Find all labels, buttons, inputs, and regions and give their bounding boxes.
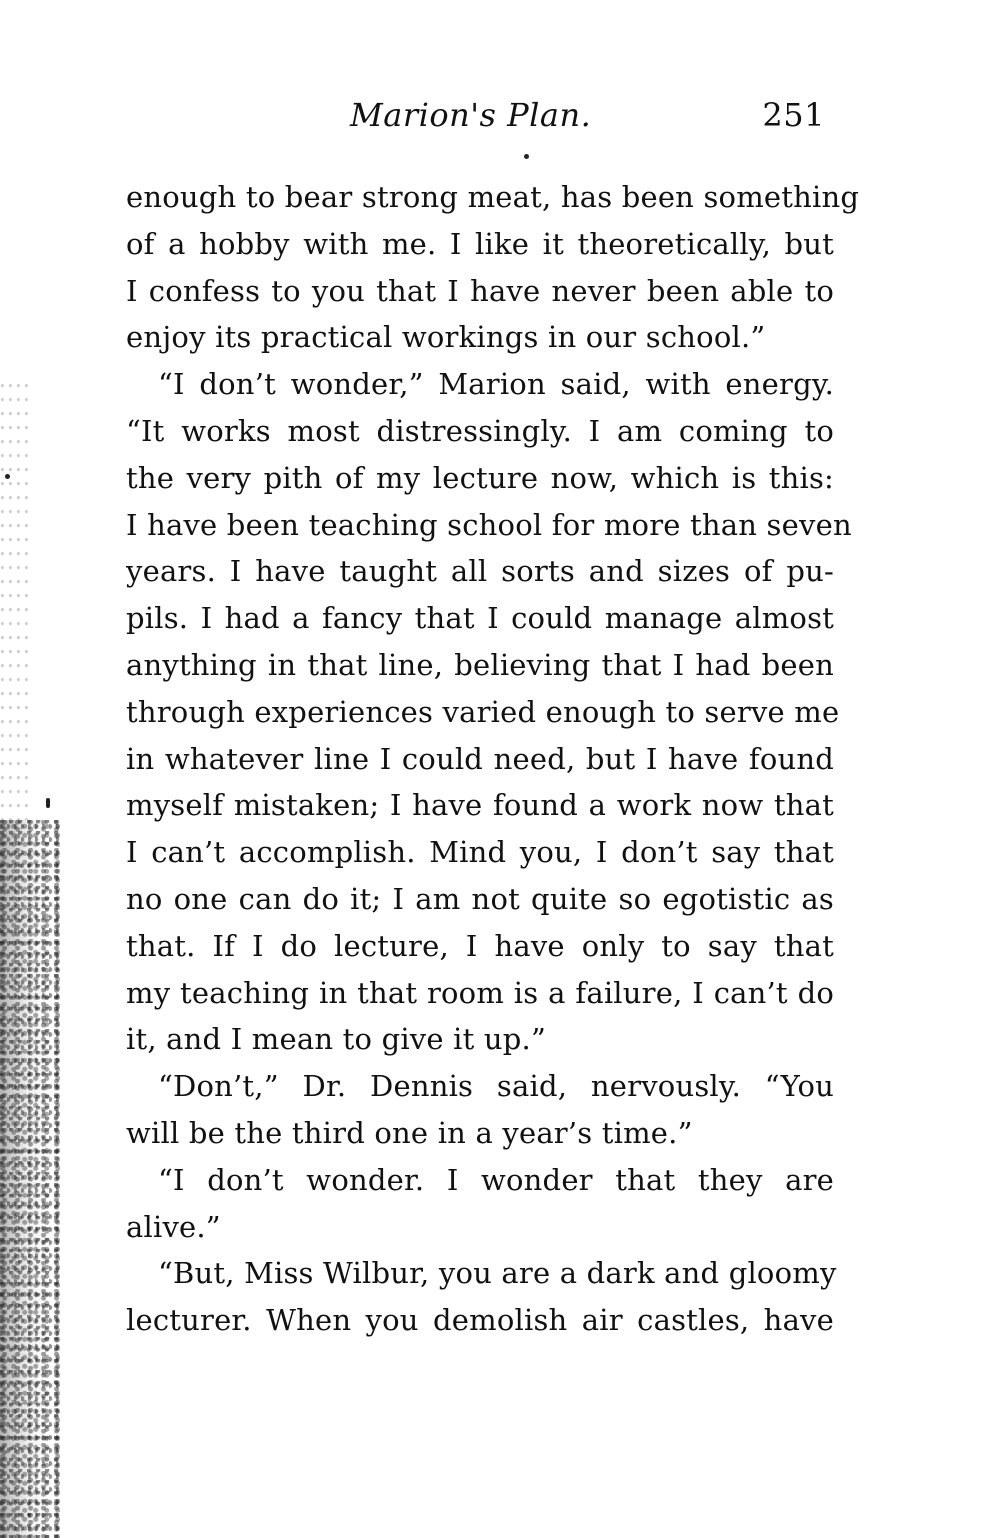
- ink-speck: [524, 154, 529, 159]
- text-line: enough to bear strong meat, has been something: [126, 180, 860, 214]
- ink-speck: [5, 474, 10, 479]
- ink-speck: [46, 798, 50, 808]
- running-title: Marion's Plan.: [350, 96, 592, 134]
- text-line: I confess to you that I have never been able to: [126, 273, 834, 308]
- page-header: [120, 96, 835, 144]
- text-line: it, and I mean to give it up.”: [126, 1022, 547, 1057]
- text-line: I have been teaching school for more than seven: [126, 507, 852, 542]
- text-line: lecturer. When you demolish air castles, have: [126, 1303, 834, 1338]
- text-line: of a hobby with me. I like it theoretically, but: [126, 226, 834, 261]
- scan-edge-shadow: [0, 820, 60, 1538]
- text-line: “I don’t wonder,” Marion said, with energy.: [158, 367, 834, 402]
- text-line: pils. I had a fancy that I could manage almost: [126, 601, 834, 636]
- scan-edge-noise: [0, 380, 30, 820]
- page-number: 251: [762, 96, 825, 134]
- text-line: alive.”: [126, 1209, 221, 1244]
- text-line: “But, Miss Wilbur, you are a dark and gloomy: [158, 1256, 837, 1291]
- text-line: years. I have taught all sorts and sizes of pu-: [126, 554, 834, 589]
- text-line: I can’t accomplish. Mind you, I don’t say that: [126, 835, 834, 870]
- text-line: “It works most distressingly. I am coming to: [126, 413, 834, 448]
- text-line: through experiences varied enough to serve me: [126, 694, 840, 729]
- text-line: enjoy its practical workings in our school.”: [126, 320, 766, 355]
- body-text: [126, 174, 860, 1344]
- text-line: “Don’t,” Dr. Dennis said, nervously. “You: [158, 1069, 834, 1104]
- text-line: “I don’t wonder. I wonder that they are: [158, 1162, 834, 1197]
- text-line: will be the third one in a year’s time.”: [126, 1115, 693, 1150]
- text-line: anything in that line, believing that I had been: [126, 647, 834, 682]
- text-line: no one can do it; I am not quite so egotistic as: [126, 881, 834, 916]
- text-line: that. If I do lecture, I have only to say that: [126, 928, 834, 963]
- text-line: the very pith of my lecture now, which is this:: [126, 460, 834, 495]
- text-line: my teaching in that room is a failure, I can’t do: [126, 975, 834, 1010]
- text-line: in whatever line I could need, but I have found: [126, 741, 834, 776]
- text-line: myself mistaken; I have found a work now that: [126, 788, 834, 823]
